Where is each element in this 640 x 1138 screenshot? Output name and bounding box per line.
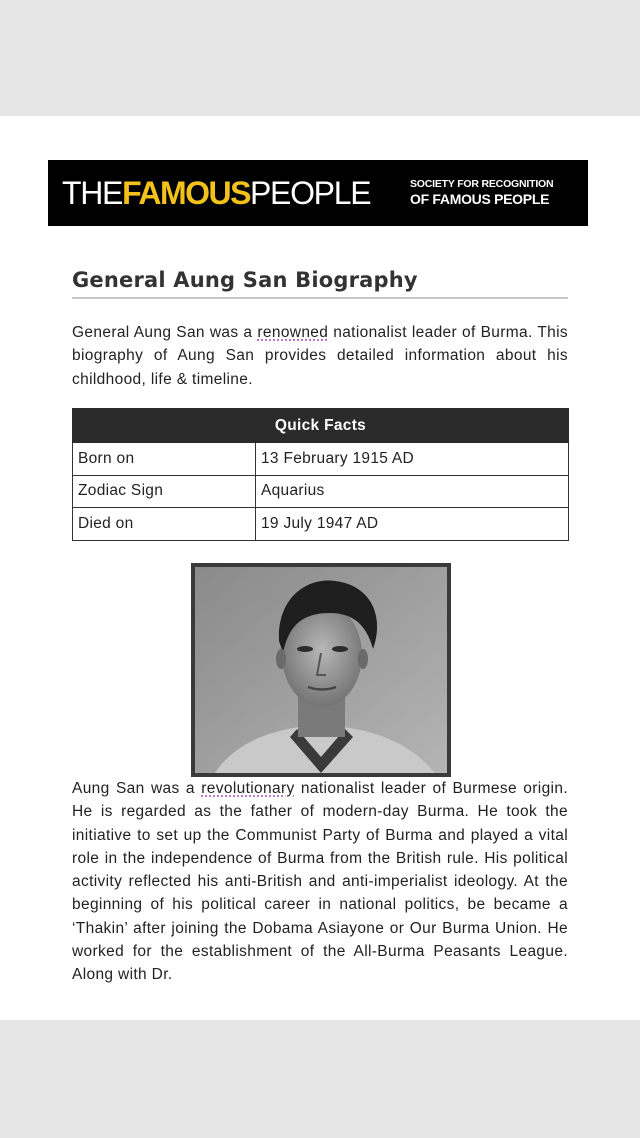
logo-the: THE: [62, 175, 123, 211]
intro-text-end: nationalist leader of Burma. This biography of Aung San provides detailed information about his childhood, life & timeline.: [72, 324, 568, 388]
page: [0, 116, 640, 1020]
fact-value: 13 February 1915 AD: [256, 443, 569, 476]
intro-paragraph: [72, 321, 568, 391]
renowned-link[interactable]: renowned: [257, 324, 329, 341]
body-text-start: Aung San was a: [72, 780, 202, 797]
portrait-photo: [191, 563, 451, 777]
portrait-illustration: [195, 567, 447, 773]
fact-value: Aquarius: [256, 475, 569, 508]
society-line-1: SOCIETY FOR RECOGNITION: [410, 178, 554, 190]
biography-paragraph: [72, 777, 568, 987]
fact-label: Born on: [73, 443, 256, 476]
site-logo[interactable]: [62, 174, 370, 212]
fact-value: 19 July 1947 AD: [256, 508, 569, 541]
quick-facts-header: Quick Facts: [73, 409, 569, 443]
body-text-end: nationalist leader of Burmese origin. He is regarded as the father of modern-day Burma. He took the initiative to set up the Communist Party of Burma and played a vital role in the independence of Burma from the British rule. His political activity reflected his anti-British and anti-imperialist ideology. At the beginning of his political career in national politics, be became a ‘Thakin’ after joining the Dobama Asiayone or Our Burma Union. He worked for the establishment of the All-Burma Peasants League. Along with Dr.: [72, 780, 568, 984]
table-row: [73, 508, 569, 541]
intro-text-start: General Aung San was a: [72, 324, 258, 341]
logo-people: PEOPLE: [250, 175, 371, 211]
society-line-2: OF FAMOUS PEOPLE: [410, 191, 550, 207]
page-title: General Aung San Biography: [72, 264, 568, 299]
table-row: [73, 475, 569, 508]
logo-famous: FAMOUS: [122, 175, 250, 211]
site-banner[interactable]: [48, 160, 588, 226]
fact-label: Zodiac Sign: [73, 475, 256, 508]
quick-facts-table: [72, 408, 569, 541]
fact-label: Died on: [73, 508, 256, 541]
table-row: [73, 443, 569, 476]
revolutionary-link[interactable]: revolutionary: [201, 780, 295, 797]
society-tagline: [410, 177, 553, 208]
